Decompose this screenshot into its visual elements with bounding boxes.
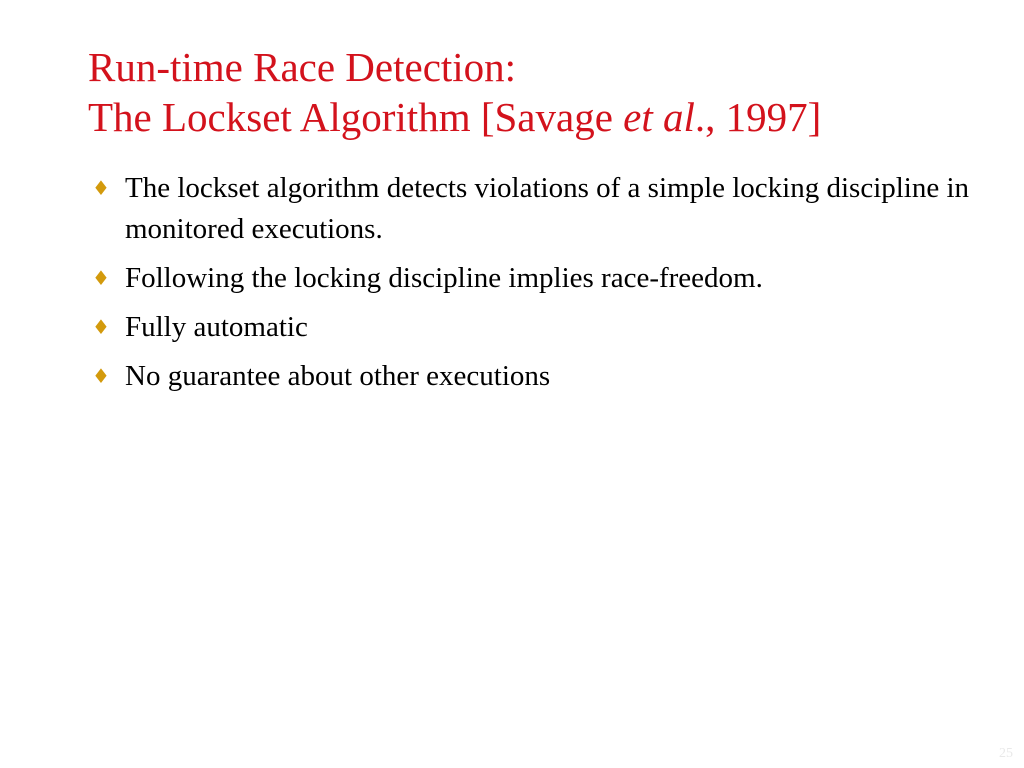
- bullet-text: No guarantee about other executions: [125, 360, 551, 392]
- diamond-bullet-icon: ♦: [92, 266, 110, 290]
- bullet-item: [92, 168, 972, 250]
- bullet-text: Fully automatic: [125, 311, 308, 343]
- bullet-text: Following the locking discipline implies race-freedom.: [125, 262, 763, 294]
- title-line-2-prefix: The Lockset Algorithm [Savage: [88, 94, 624, 140]
- bullet-item: [92, 307, 972, 348]
- diamond-bullet-icon: ♦: [92, 315, 110, 339]
- bullet-list: [92, 168, 972, 405]
- bullet-item: [92, 356, 972, 397]
- bullet-item: [92, 258, 972, 299]
- bullet-text: The lockset algorithm detects violations of a simple locking discipline in monitored executions.: [125, 172, 970, 245]
- title-line-2-italic: et al: [623, 94, 695, 140]
- page-number: 25: [999, 746, 1013, 761]
- title-line-1: Run-time Race Detection:: [88, 44, 517, 90]
- title-line-2: [88, 92, 988, 142]
- title-line-2-suffix: ., 1997]: [694, 94, 822, 140]
- diamond-bullet-icon: ♦: [92, 176, 110, 200]
- slide-title: [88, 42, 988, 142]
- diamond-bullet-icon: ♦: [92, 364, 110, 388]
